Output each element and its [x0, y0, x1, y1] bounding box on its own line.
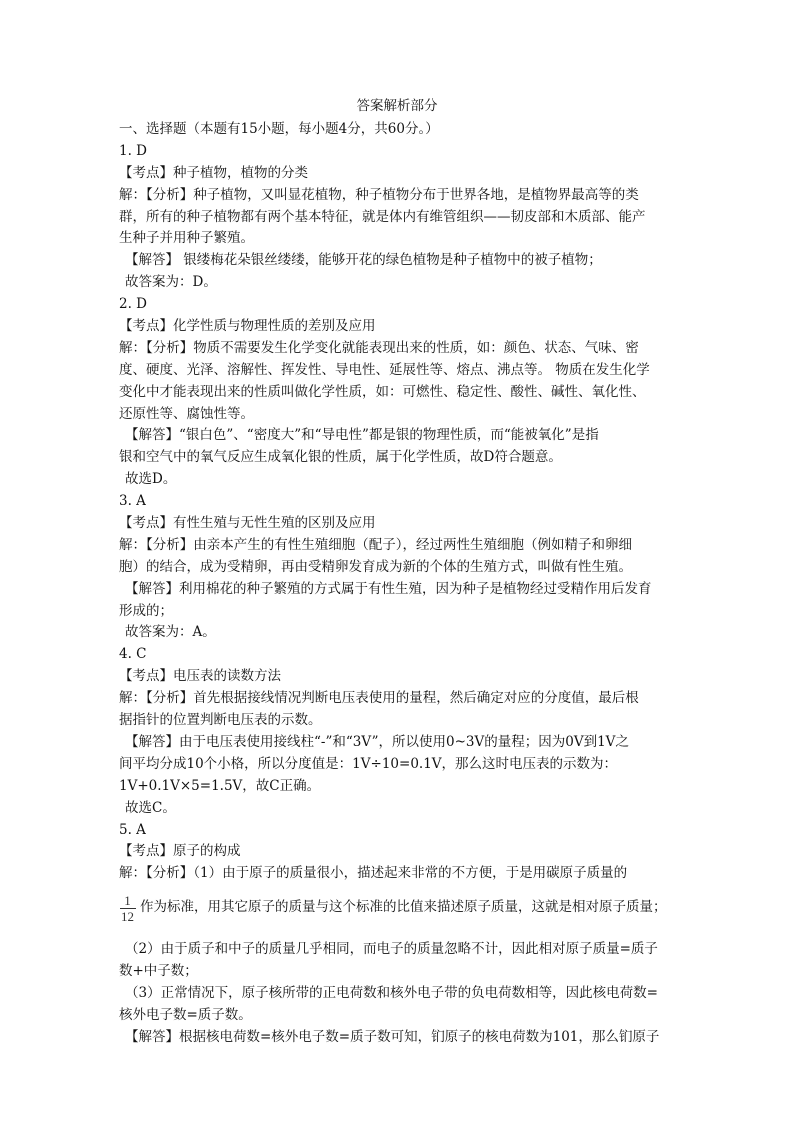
- answer-line: 间平均分成10个小格，所以分度值是：1V÷10=0.1V，那么这时电压表的示数为：: [119, 755, 618, 772]
- question-3: [119, 491, 679, 644]
- analysis-line: 数+中子数；: [119, 963, 198, 980]
- fraction-text: 作为标准，用其它原子的质量与这个标准的比值来描述原子质量，这就是相对原子质量；: [140, 899, 667, 916]
- analysis-line: 生种子并用种子繁殖。: [119, 230, 254, 247]
- answer-line: 【解答】 银缕梅花朵银丝缕缕，能够开花的绿色植物是种子植物中的被子植物；: [125, 252, 602, 269]
- analysis-line: （3）正常情况下，原子核所带的正电荷数和核外电子带的负电荷数相等，因此核电荷数=: [125, 984, 658, 1001]
- fraction-one-twelfth: [119, 894, 136, 923]
- conclusion-line: 故答案为：A。: [125, 624, 216, 641]
- answer-line: 【解答】由于电压表使用接线柱“-”和“3V”，所以使用0~3V的量程；因为0V到1V之: [125, 733, 629, 750]
- fraction-numerator: 1: [124, 892, 131, 908]
- answer-content: [119, 119, 679, 1049]
- spacer: [119, 925, 679, 939]
- question-2: [119, 294, 679, 491]
- conclusion-line: 故选C。: [125, 799, 176, 816]
- page-title: 答案解析部分: [356, 98, 438, 114]
- question-number: 3. A: [119, 493, 146, 510]
- answer-line: 银和空气中的氧气反应生成氧化银的性质，属于化学性质，故D符合题意。: [119, 449, 562, 466]
- question-number: 1. D: [119, 142, 147, 159]
- question-number: 5. A: [119, 821, 146, 838]
- analysis-line: 解：【分析】物质不需要发生化学变化就能表现出来的性质，如：颜色、状态、气味、密: [119, 339, 639, 356]
- question-5: [119, 820, 679, 1049]
- question-1: [119, 141, 679, 294]
- kaodian-line: 【考点】种子植物，植物的分类: [119, 164, 308, 181]
- answer-line: 【解答】利用棉花的种子繁殖的方式属于有性生殖，因为种子是植物经过受精作用后发育: [125, 580, 652, 597]
- analysis-line: 群，所有的种子植物都有两个基本特征，就是体内有维管组织——韧皮部和木质部、能产: [119, 208, 646, 225]
- answer-line: 形成的；: [119, 602, 173, 619]
- analysis-line: 解：【分析】由亲本产生的有性生殖细胞（配子），经过两性生殖细胞（例如精子和卵细: [119, 536, 632, 553]
- kaodian-line: 【考点】化学性质与物理性质的差别及应用: [119, 318, 376, 335]
- fraction-denominator: 12: [121, 908, 134, 924]
- analysis-line: 变化中才能表现出来的性质叫做化学性质，如：可燃性、稳定性、酸性、碱性、氧化性、: [119, 383, 646, 400]
- conclusion-line: 故选D。: [125, 471, 177, 488]
- analysis-line: 核外电子数=质子数。: [119, 1006, 252, 1023]
- fraction-line: [119, 891, 679, 925]
- analysis-line: 还原性等、腐蚀性等。: [119, 405, 254, 422]
- analysis-line: 度、硬度、光泽、溶解性、挥发性、导电性、延展性等、熔点、沸点等。 物质在发生化学: [119, 361, 650, 378]
- kaodian-line: 【考点】有性生殖与无性生殖的区别及应用: [119, 515, 376, 532]
- answer-line: 1V+0.1V×5=1.5V，故C正确。: [119, 777, 321, 794]
- analysis-line: （2）由于质子和中子的质量几乎相同，而电子的质量忽略不计，因此相对原子质量=质子: [125, 941, 658, 958]
- question-number: 4. C: [119, 646, 147, 663]
- section-heading: 一、选择题（本题有15小题，每小题4分，共60分。）: [119, 121, 439, 137]
- answer-line: 【解答】“银白色”、“密度大”和“导电性”都是银的物理性质，而“能被氧化”是指: [125, 427, 599, 444]
- analysis-line: 胞）的结合，成为受精卵，再由受精卵发育成为新的个体的生殖方式，叫做有性生殖。: [119, 558, 632, 575]
- analysis-line: 解：【分析】首先根据接线情况判断电压表使用的量程，然后确定对应的分度值，最后根: [119, 690, 639, 707]
- question-number: 2. D: [119, 296, 147, 313]
- kaodian-line: 【考点】电压表的读数方法: [119, 668, 281, 685]
- kaodian-line: 【考点】原子的构成: [119, 843, 241, 860]
- answer-line: 【解答】根据核电荷数=核外电子数=质子数可知，钔原子的核电荷数为101，那么钔原子: [125, 1028, 660, 1045]
- question-4: [119, 644, 679, 819]
- analysis-line: 解：【分析】（1）由于原子的质量很小，描述起来非常的不方便，于是用碳原子质量的: [119, 865, 628, 882]
- analysis-line: 据指针的位置判断电压表的示数。: [119, 712, 322, 729]
- analysis-line: 解：【分析】种子植物，又叫显花植物，种子植物分布于世界各地，是植物界最高等的类: [119, 186, 639, 203]
- conclusion-line: 故答案为：D。: [125, 274, 217, 291]
